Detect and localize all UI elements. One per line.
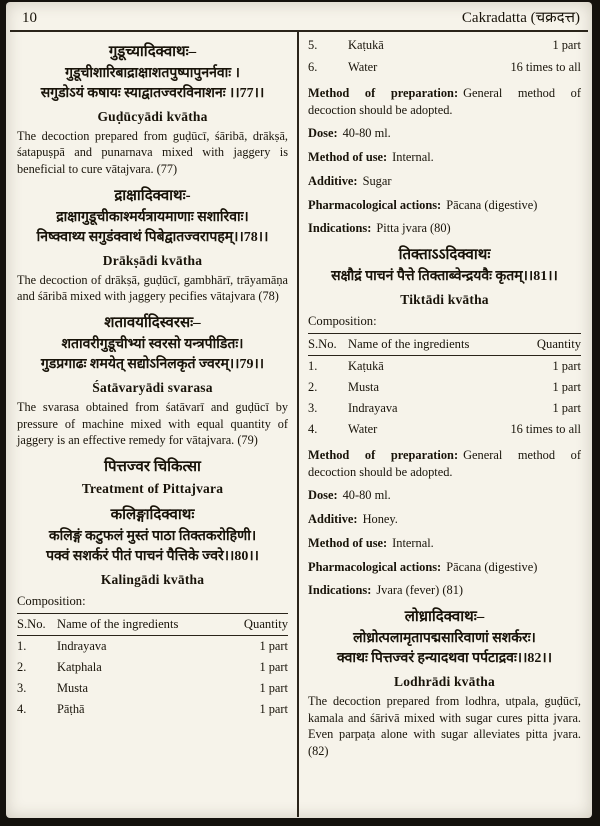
composition-table — [17, 613, 288, 720]
verse-line: लोध्रोत्पलामृतापद्मसारिवाणां सशर्करः। — [353, 631, 536, 647]
cell-name: Pāṭhā — [57, 701, 85, 716]
section-body: The decoction prepared from guḍūcī, śāribā, drākṣā, śatapuṣpā and punarnava mixed with jaggery is beneficial to cure vātajvara. (77) — [17, 128, 288, 177]
section-title-english: Guḍūcyādi kvātha — [97, 108, 208, 124]
cell-qty: 1 part — [259, 701, 288, 716]
section-title-english: Lodhrādi kvātha — [394, 673, 495, 689]
additive-label: Additive: — [308, 512, 358, 527]
verse-line: कलिङ्गं कटुफलं मुस्तं पाठा तिक्तकरोहिणी। — [48, 529, 257, 544]
section-body: The decoction prepared from lodhra, utpala, guḍūcī, kamala and śārivā mixed with sugar cures pitta jvara. Even parpaṭa alone with sugar alleviates pitta jvara. (82) — [308, 693, 581, 759]
table-row — [308, 419, 581, 440]
page-header — [6, 2, 592, 30]
composition-label: Composition: — [17, 593, 86, 608]
right-column — [299, 32, 592, 817]
section-body: The svarasa obtained from śatāvarī and guḍūcī by pressure of machine mixed with equal quantity of jaggery is an effective remedy for vātajvara. (79) — [17, 399, 288, 448]
method-of-preparation-label: Method of preparation: — [308, 448, 459, 463]
additive-label: Additive: — [308, 173, 358, 188]
table-row — [17, 699, 288, 720]
section-lodhradi — [308, 606, 581, 760]
book-title: Cakradatta (चक्रदत्त) — [461, 10, 580, 26]
cell-sno: 4. — [17, 701, 27, 716]
pharmacological-actions-label: Pharmacological actions: — [308, 197, 442, 212]
pharmacological-actions-value: Pācana (digestive) — [446, 197, 538, 212]
verse-line: शतावरीगुडूचीभ्यां स्वरसो यन्त्रपीडितः। — [61, 337, 244, 353]
section-body: The decoction of drākṣā, guḍūcī, gambhārī, trāyamāṇa and śāribā mixed with jaggery pecifies vātajvara (78) — [17, 272, 288, 304]
verse-line: गुडूचीशारिबाद्राक्षाशतपुष्पापुनर्नवाः । — [65, 66, 240, 81]
section-title-devanagari: तिक्ताऽऽदिक्वाथः — [398, 247, 491, 264]
section-tiktadi — [308, 244, 581, 599]
cell-name: Musta — [348, 380, 379, 395]
cell-name: Kaṭukā — [348, 359, 384, 374]
dose-line — [308, 125, 581, 142]
col-header-name: Name of the ingredients — [57, 616, 179, 631]
method-of-preparation-line — [308, 447, 581, 480]
cell-sno: 1. — [308, 359, 318, 374]
verse-line: गुडप्रगाढः शमयेत् सद्योऽनिलकृतं ज्वरम्।।79।। — [40, 356, 265, 372]
cell-name: Katphala — [57, 659, 102, 674]
table-row — [17, 635, 288, 657]
section-draksadi — [17, 185, 288, 305]
method-of-use-line — [308, 149, 581, 166]
indications-value: Jvara (fever) (81) — [376, 583, 464, 598]
cell-name: Water — [348, 59, 378, 74]
section-title-english: Kalingādi kvātha — [100, 571, 205, 587]
cell-qty: 16 times to all — [510, 422, 581, 437]
method-of-preparation-label: Method of preparation: — [308, 86, 459, 100]
verse-line: क्वाथः पित्तज्वरं हन्यादथवा पर्पटाद्रवः।।82।। — [336, 651, 553, 667]
table-header-row — [17, 613, 288, 635]
cell-sno: 2. — [17, 659, 27, 674]
section-satavaryadi — [17, 312, 288, 449]
dose-value: 40-80 ml. — [342, 126, 391, 141]
pharmacological-actions-label: Pharmacological actions: — [308, 559, 442, 574]
indications-line — [308, 582, 581, 599]
cell-name: Kaṭukā — [348, 37, 384, 52]
section-title-english: Tiktādi kvātha — [400, 292, 489, 308]
cell-name: Musta — [57, 680, 88, 695]
indications-label: Indications: — [308, 583, 372, 598]
col-header-qty: Quantity — [536, 337, 581, 352]
method-of-preparation-value: General method of decoction should be adopted. — [308, 448, 581, 479]
section-title-devanagari: शतावर्यादिस्वरसः– — [104, 315, 201, 332]
cell-qty: 1 part — [259, 638, 288, 653]
cell-name: Water — [348, 422, 378, 437]
col-header-name: Name of the ingredients — [348, 337, 470, 352]
pharmacological-actions-value: Pācana (digestive) — [446, 559, 538, 574]
page-number: 10 — [22, 10, 37, 26]
additive-value: Sugar — [362, 173, 392, 188]
cell-sno: 2. — [308, 380, 318, 395]
indications-label: Indications: — [308, 221, 372, 236]
verse-line: सगुडोऽयं कषायः स्याद्वातज्वरविनाशनः ।।77।। — [40, 85, 265, 101]
verse-line: निष्क्वाथ्य सगुडंक्वाथं पिबेद्वातज्वरापहम्।।78।। — [36, 229, 269, 245]
pharmacological-actions-line — [308, 197, 581, 214]
dose-label: Dose: — [308, 488, 338, 503]
table-row — [308, 34, 581, 56]
additive-line — [308, 173, 581, 190]
section-title-english: Drākṣādi kvātha — [102, 252, 203, 268]
method-of-use-value: Internal. — [392, 150, 434, 165]
composition-label: Composition: — [308, 314, 377, 329]
indications-line — [308, 220, 581, 237]
cell-name: Indrayava — [348, 401, 398, 416]
col-header-sno: S.No. — [308, 337, 337, 352]
cell-name: Indrayava — [57, 638, 107, 653]
cell-sno: 4. — [308, 422, 318, 437]
dose-value: 40-80 ml. — [342, 488, 391, 503]
section-pittajvara-treatment — [17, 456, 288, 497]
cell-qty: 1 part — [552, 401, 581, 416]
two-column-body — [6, 32, 592, 817]
cell-qty: 1 part — [552, 380, 581, 395]
cell-sno: 3. — [17, 680, 27, 695]
composition-table — [308, 333, 581, 440]
section-title-devanagari: लोध्रादिक्वाथः– — [404, 609, 485, 626]
cell-qty: 1 part — [552, 359, 581, 374]
cell-qty: 1 part — [259, 659, 288, 674]
section-title-devanagari: गुडूच्यादिक्वाथः– — [108, 44, 197, 60]
table-row — [17, 678, 288, 699]
cell-sno: 6. — [308, 59, 318, 74]
section-guducyadi — [17, 41, 288, 178]
cell-qty: 1 part — [259, 680, 288, 695]
table-row — [308, 377, 581, 398]
cell-sno: 1. — [17, 638, 27, 653]
cell-qty: 16 times to all — [510, 59, 581, 74]
section-kalingadi-continued — [308, 34, 581, 237]
additive-value: Honey. — [362, 512, 398, 527]
scanned-book-page — [6, 2, 592, 818]
table-row — [308, 398, 581, 419]
dose-label: Dose: — [308, 126, 338, 141]
table-row — [308, 356, 581, 378]
cell-qty: 1 part — [552, 37, 581, 52]
method-of-preparation-value: General method of decoction should be adopted. — [308, 86, 581, 117]
method-of-preparation-line — [308, 85, 581, 118]
composition-table-continued — [308, 34, 581, 78]
indications-value: Pitta jvara (80) — [376, 221, 451, 236]
section-title-devanagari: द्राक्षादिक्वाथः- — [114, 187, 191, 204]
verse-line: सक्षौद्रं पाचनं पैत्ते तिक्ताब्वेन्द्रयवैः कृतम्।।81।। — [331, 269, 558, 285]
method-of-use-line — [308, 535, 581, 552]
additive-line — [308, 511, 581, 528]
method-of-use-value: Internal. — [392, 535, 434, 550]
dose-line — [308, 487, 581, 504]
verse-line: द्राक्षागुडूचीकाश्मर्यत्रायमाणाः सशारिवाः। — [56, 209, 249, 225]
table-row — [17, 657, 288, 678]
col-header-qty: Quantity — [243, 616, 288, 631]
table-row — [308, 56, 581, 78]
cell-sno: 3. — [308, 401, 318, 416]
method-of-use-label: Method of use: — [308, 150, 388, 165]
section-kalingadi — [17, 504, 288, 720]
section-title-devanagari: कलिङ्गादिक्वाथः — [110, 507, 195, 523]
section-title-english: Śatāvaryādi svarasa — [92, 379, 213, 395]
chapter-title-devanagari: पित्तज्वर चिकित्सा — [104, 459, 201, 475]
left-column — [6, 32, 299, 817]
method-of-use-label: Method of use: — [308, 535, 388, 550]
chapter-title-english: Treatment of Pittajvara — [81, 481, 224, 496]
verse-line: पक्वं सशर्करं पीतं पाचनं पैत्तिके ज्वरे।।80।। — [46, 548, 259, 564]
col-header-sno: S.No. — [17, 616, 46, 631]
table-header-row — [308, 334, 581, 356]
cell-sno: 5. — [308, 37, 318, 52]
pharmacological-actions-line — [308, 559, 581, 576]
